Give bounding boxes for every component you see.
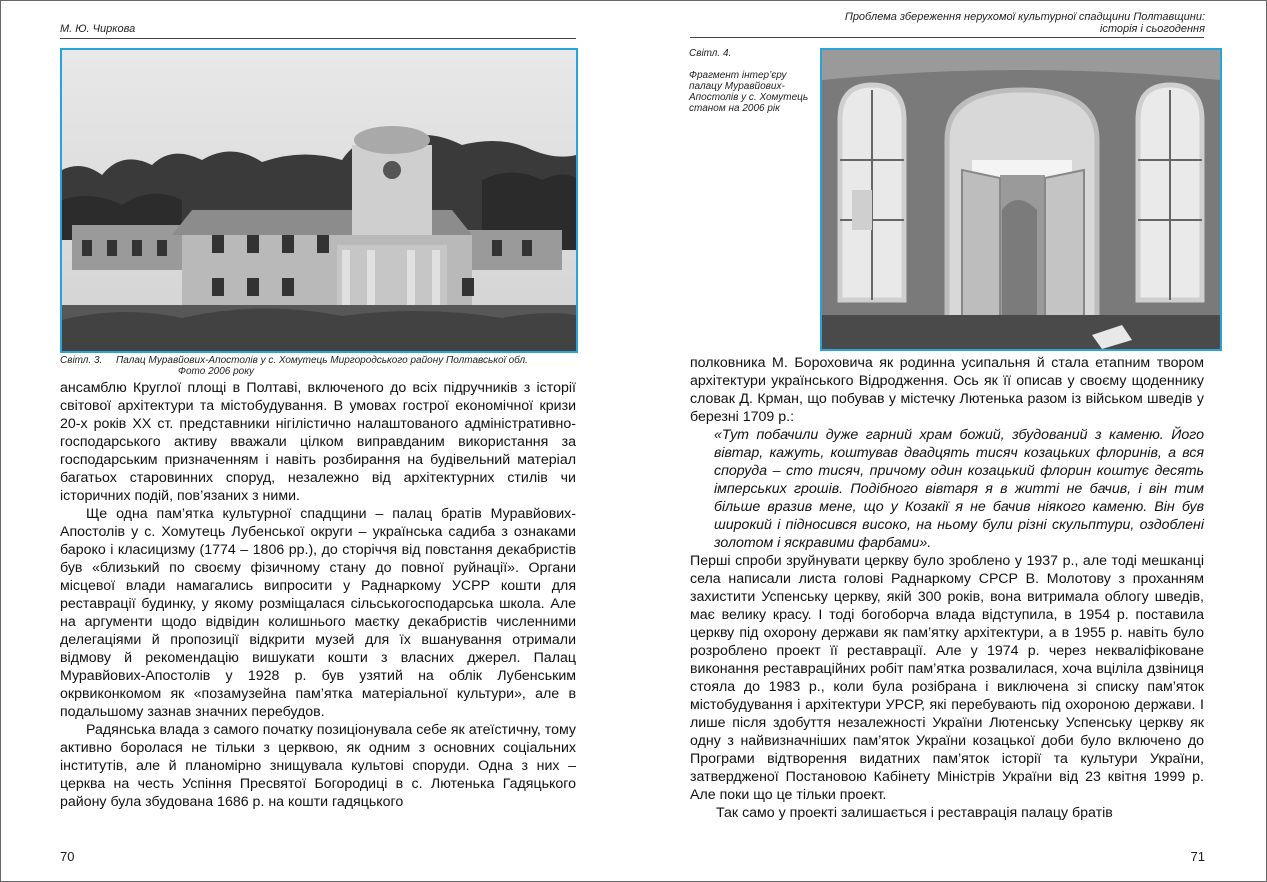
right-page (633, 0, 1267, 882)
page-number-right: 71 (1190, 849, 1205, 864)
running-head-title (785, 11, 1205, 35)
palace-interior-photo (820, 48, 1222, 351)
figure-3-caption-line1: Палац Муравйових-Апостолів у с. Хомутець Миргородського району Полтавської обл. (116, 355, 528, 366)
krman-quote: «Тут побачили дуже гарний храм божий, збудований з каменю. Його вівтар, кажуть, коштував двадцять тисяч козацьких флоринів, а вся споруда – сто тисяч, причому один козацький флорин коштує десять імперських грошів. Подібного вівтаря я в житті не бачив, і він тим більше вразив мене, що у Козакії я не бачив ніякого каменю. Він був широкий і підносився високо, на ньому були різні скульптури, оздоблені золотом і яскравими фарбами». (714, 427, 1204, 551)
page-number-left: 70 (60, 849, 75, 864)
left-body-text (60, 379, 576, 811)
photo-palace-interior-icon (822, 50, 1220, 349)
right-paragraph-1: полковника М. Бороховича як родинна усипальня й стала етапним твором архітектури українського Відродження. Ось як її описав у своєму щоденнику словак Д. Крман, що побував у містечку Лютенька разом із військом шведів у березні 1709 р.: (690, 355, 1204, 425)
right-body-text (690, 354, 1204, 822)
palace-exterior-photo (60, 48, 578, 353)
left-paragraph-2: Ще одна пам’ятка культурної спадщини – палац братів Муравйових-Апостолів у с. Хомутець Лубенської округи – українська садиба з ознаками бароко і класицизму (1774 – 1806 рр.), до сторіччя від повстання декабристів був «близький по своєму фізичному стану до повної руйнації». Органи місцевої влади намагались випросити у Раднаркому УСРР кошти для реставрації будинку, у якому розміщалася сільськогосподарська школа. Але на аргументи щодо відвідин колишнього маєтку декабристів численними делегаціями й пропозиції відкрити музей для їх вшанування отримали відмову й рекомендацію вишукати кошти з власних джерел. Палац Муравйових-Апостолів у 1928 р. був узятий на облік Лубенським окрвиконкомом як «позамузейна пам’ятка матеріальної культури», але в подальшому зазнав значних перебудов. (60, 506, 576, 720)
left-page (0, 0, 633, 882)
left-paragraph-1: ансамблю Круглої площі в Полтаві, включеного до всіх підручників з історії світової архітектури та містобудування. В умовах гострої економічної кризи 20-х років ХХ ст. представники нігілістично налаштованого адміністративно-господарського активу вважали цілком виправданим використання за господарським призначенням і навіть розбирання на будівельний матеріал багатьох старовинних споруд, незалежно від архітектурних стилів чи історичних подій, пов’язаних з ними. (60, 380, 576, 504)
running-head-line2: історія і сьогодення (1099, 23, 1205, 35)
header-rule (60, 38, 576, 39)
header-rule (690, 37, 1204, 38)
figure-3-caption (60, 355, 576, 377)
figure-4-label: Світл. 4. (689, 48, 732, 59)
right-paragraph-3: Так само у проекті залишається і реставрація палацу братів (716, 805, 1113, 821)
figure-3-caption-line2: Фото 2006 року (178, 366, 254, 377)
photo-palace-exterior-icon (62, 50, 576, 351)
running-head-line1: Проблема збереження нерухомої культурної спадщини Полтавщини: (844, 11, 1205, 23)
right-paragraph-2: Перші спроби зруйнувати церкву було зроблено у 1937 р., але тоді мешканці села написали листа голові Раднаркому СРСР В. Молотову з проханням захистити Успенську церкву, якій 300 років, вона витримала облогу шведів, має велику красу. І тоді богоборча влада відступила, в 1954 р. поставила церкву під охорону держави як пам’ятку архітектури, а в 1955 р. навіть було розроблено проект її реставрації. Але у 1974 р. через некваліфіковане виконання реставраційних робіт пам’ятка розвалилася, хоча вціліла дзвіниця стояла до 1983 р., коли була розібрана і виключена зі списку пам’яток містобудування і архітектури УРСР, які перебувають під охороною держави. І лише після здобуття незалежності України Лютенську Успенську церкву як одну з найвизначніших пам’яток України козацької доби було включено до Програми відтворення видатних пам’яток історії та культури України, затвердженої Постановою Кабінету Міністрів України від 23 квітня 1999 р. Але поки що це тільки проект. (690, 553, 1204, 803)
figure-4-caption: Фрагмент інтер’єру палацу Муравйових-Апостолів у с. Хомутець станом на 2006 рік (689, 70, 809, 114)
figure-3-label: Світл. 3. (60, 355, 103, 366)
left-paragraph-3: Радянська влада з самого початку позиціонувала себе як атеїстичну, тому активно боролася не тільки з церквою, як одним з основних соціальних інститутів, але й планомірно знищувала культові споруди. Одна з них – церква на честь Успіння Пресвятої Богородиці в с. Лютенька Гадяцького району була збудована 1686 р. на кошти гадяцького (60, 722, 576, 810)
running-head-author: М. Ю. Чиркова (60, 23, 136, 35)
